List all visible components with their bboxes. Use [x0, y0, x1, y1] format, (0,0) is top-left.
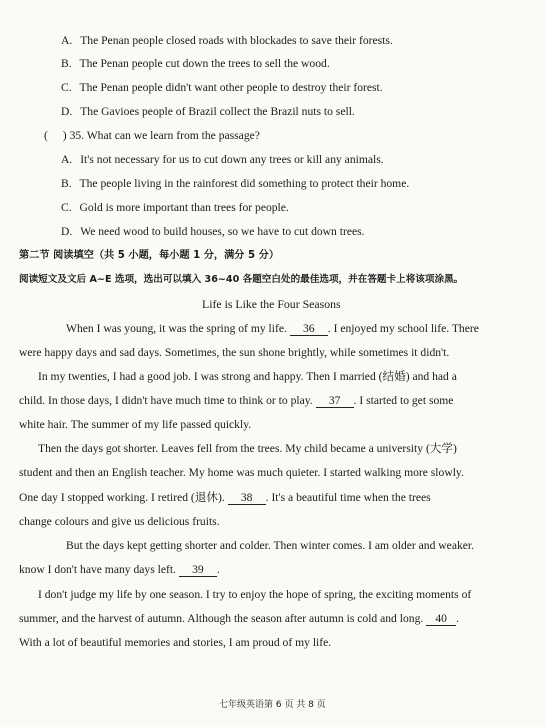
line-text: . — [216, 563, 220, 576]
q35-option-a — [61, 153, 384, 167]
line-text: One day I stopped working. I retired (退休). — [19, 491, 228, 504]
blank-36[interactable]: 36 — [290, 323, 328, 336]
option-text: We need wood to build houses, so we have to cut down trees. — [80, 225, 365, 238]
option-letter: D. — [61, 225, 73, 238]
passage-line — [19, 491, 431, 505]
option-text: The people living in the rainforest did something to protect their home. — [79, 177, 410, 190]
option-text: The Gavioes people of Brazil collect the Brazil nuts to sell. — [80, 105, 355, 118]
line-text: With a lot of beautiful memories and stories, I am proud of my life. — [19, 636, 332, 649]
line-text: child. In those days, I didn't have much time to think or to play. — [19, 394, 316, 407]
option-text: Gold is more important than trees for people. — [79, 201, 289, 214]
page-footer: 七年级英语第 6 页 共 8 页 — [219, 700, 326, 710]
passage-line — [19, 563, 220, 577]
answer-bracket-open[interactable]: ( — [44, 129, 48, 142]
line-text: change colours and give us delicious fruits. — [19, 515, 220, 528]
passage-line — [19, 346, 449, 360]
option-text: It's not necessary for us to cut down any trees or kill any animals. — [80, 153, 384, 166]
option-text: The Penan people closed roads with blockades to save their forests. — [80, 34, 393, 47]
line-text: . I enjoyed my school life. There — [327, 322, 479, 335]
option-letter: D. — [61, 105, 73, 118]
line-text: . — [456, 612, 460, 625]
line-text: student and then an English teacher. My home was much quieter. I started walking more slowly. — [19, 466, 464, 479]
q34-option-d — [61, 105, 355, 119]
line-text: Then the days got shorter. Leaves fell from the trees. My child became a university (大学) — [38, 442, 457, 455]
line-text: . I started to get some — [353, 394, 454, 407]
option-letter: A. — [61, 34, 73, 47]
line-text: . It's a beautiful time when the trees — [265, 491, 431, 504]
q35-stem-line — [44, 129, 260, 143]
q34-option-c — [61, 81, 383, 95]
line-text: I don't judge my life by one season. I try to enjoy the hope of spring, the exciting moments of — [38, 588, 472, 601]
passage-line — [19, 394, 453, 408]
passage-line — [19, 612, 459, 626]
option-letter: C. — [61, 81, 72, 94]
q34-option-b — [61, 57, 330, 71]
blank-38[interactable]: 38 — [228, 492, 266, 505]
line-text: In my twenties, I had a good job. I was strong and happy. Then I married (结婚) and had a — [38, 370, 457, 383]
line-text: When I was young, it was the spring of my life. — [66, 322, 290, 335]
passage-line — [19, 515, 220, 529]
q35-option-b — [61, 177, 409, 191]
section-heading: 第二节 阅读填空（共 5 小题，每小题 1 分，满分 5 分） — [19, 250, 280, 261]
option-text: The Penan people didn't want other people to destroy their forest. — [79, 81, 383, 94]
passage-line — [19, 418, 251, 432]
line-text: were happy days and sad days. Sometimes, the sun shone brightly, while sometimes it didn't. — [19, 346, 450, 359]
option-letter: B. — [61, 57, 72, 70]
line-text: summer, and the harvest of autumn. Although the season after autumn is cold and long. — [19, 612, 427, 625]
option-letter: A. — [61, 153, 73, 166]
line-text: white hair. The summer of my life passed quickly. — [19, 418, 252, 431]
passage-line — [38, 588, 471, 602]
blank-40[interactable]: 40 — [426, 613, 456, 626]
q35-option-d — [61, 225, 365, 239]
question-stem: 35. What can we learn from the passage? — [69, 129, 260, 142]
passage-line — [19, 636, 331, 650]
q35-option-c — [61, 201, 289, 215]
line-text: know I don't have many days left. — [19, 563, 179, 576]
blank-37[interactable]: 37 — [316, 395, 354, 408]
passage-line — [66, 322, 479, 336]
passage-line — [19, 466, 464, 480]
section-instruction: 阅读短文及文后 A~E 选项，选出可以填入 36~40 各题空白处的最佳选项，并在答题卡上将该项涂黑。 — [19, 274, 464, 285]
line-text: But the days kept getting shorter and colder. Then winter comes. I am older and weaker. — [66, 539, 475, 552]
passage-title: Life is Like the Four Seasons — [202, 297, 341, 311]
passage-line — [66, 539, 474, 553]
passage-line — [38, 370, 457, 384]
option-letter: C. — [61, 201, 72, 214]
passage-line — [38, 442, 457, 456]
option-text: The Penan people cut down the trees to sell the wood. — [79, 57, 330, 70]
option-letter: B. — [61, 177, 72, 190]
q34-option-a — [61, 34, 393, 48]
answer-bracket-close[interactable]: ) — [62, 129, 67, 142]
blank-39[interactable]: 39 — [179, 564, 217, 577]
